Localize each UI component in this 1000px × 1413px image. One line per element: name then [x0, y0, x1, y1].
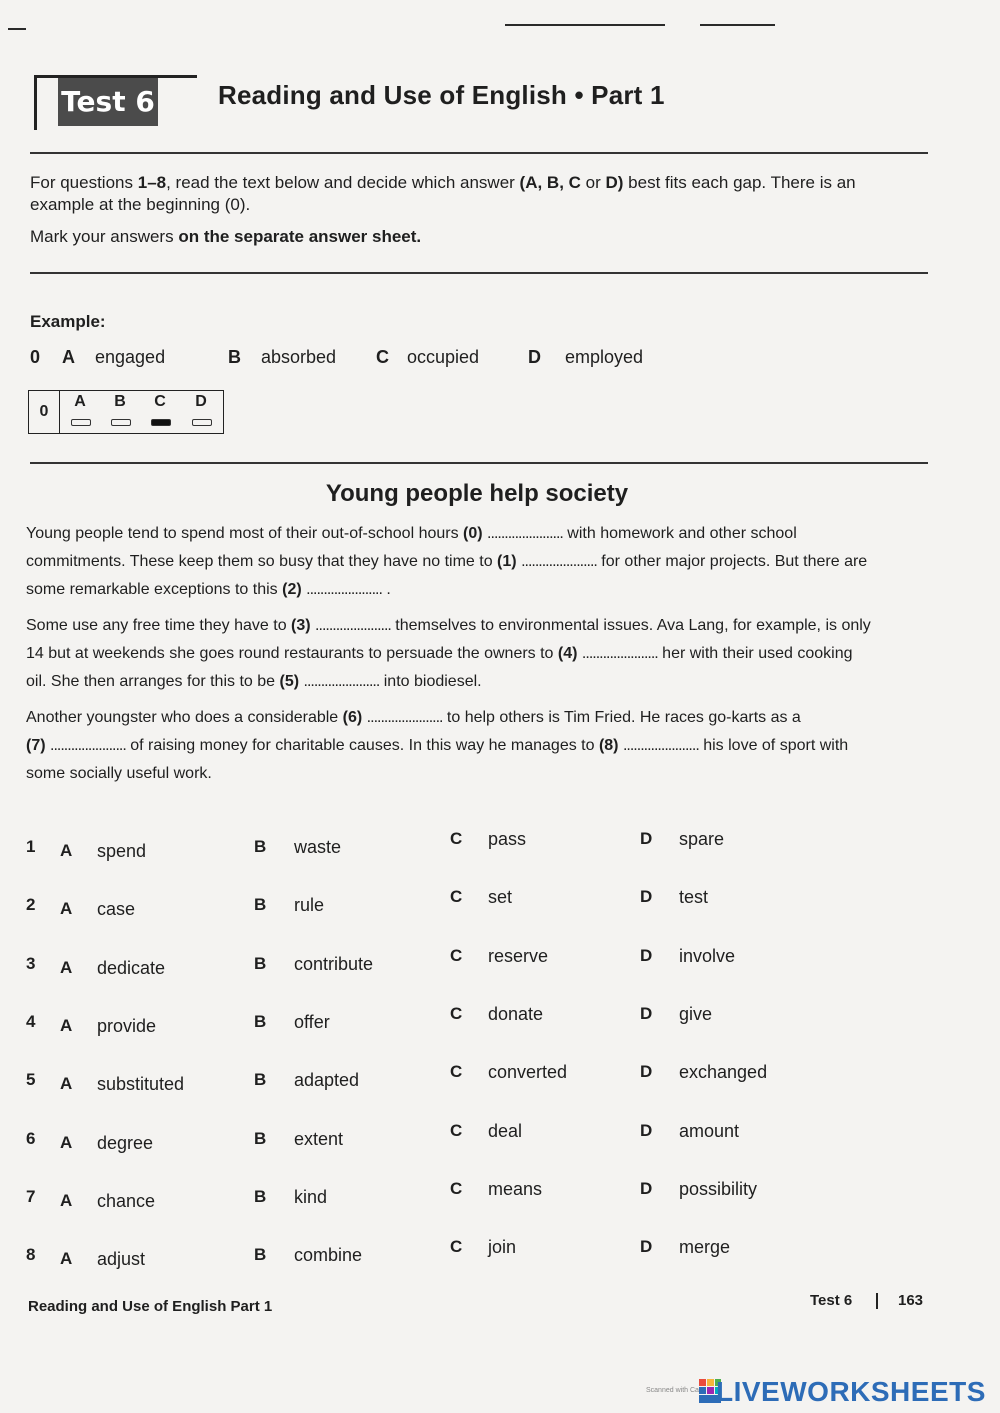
option-d-q5: exchanged	[679, 1062, 768, 1082]
story-paragraph-2: Some use any free time they have to (3) ...................... themselves to environmental issues. Ava Lang, for example, is only 14 but at weekends she goes round restaurants to persuade the owners to (4) ...................... her with their used cooking oil. She then arranges for this to be (5) ...................... into biodiesel.	[26, 617, 871, 690]
option-letter-d: D	[640, 1121, 653, 1140]
footer-separator	[876, 1293, 878, 1309]
question-number: 2	[26, 895, 36, 914]
option-letter-b: B	[254, 954, 267, 973]
option-c-q1: pass	[488, 829, 527, 849]
grid-mark-d	[192, 419, 212, 426]
option-letter-c: C	[450, 1121, 463, 1140]
option-letter-c: C	[450, 1062, 463, 1081]
grid-number: 0	[29, 391, 60, 433]
example-answer-grid	[28, 390, 224, 434]
option-letter-c: C	[450, 887, 463, 906]
example-option-d: D employed	[528, 347, 644, 367]
option-letter-a: A	[60, 1016, 73, 1035]
option-letter-c: C	[450, 1179, 463, 1198]
divider	[30, 152, 928, 154]
option-b-q5: adapted	[294, 1070, 360, 1090]
option-letter-a: A	[60, 841, 73, 860]
grid-letter-a: A	[74, 393, 86, 410]
option-letter-a: A	[60, 1074, 73, 1093]
footer-section-title: Reading and Use of English Part 1	[28, 1298, 273, 1315]
option-c-q6: deal	[488, 1121, 523, 1141]
example-option-c: C occupied	[376, 347, 480, 367]
option-d-q2: test	[679, 887, 709, 907]
option-b-q2: rule	[294, 895, 325, 915]
instructions: For questions 1–8, read the text below and decide which answer (A, B, C or D) best fits each gap. There is an example at the beginning (0).	[30, 173, 856, 214]
option-letter-c: C	[450, 829, 463, 848]
option-letter-a: A	[60, 1191, 73, 1210]
question-number: 7	[26, 1187, 36, 1206]
option-b-q7: kind	[294, 1187, 328, 1207]
option-a-q5: substituted	[97, 1074, 185, 1094]
option-letter-d: D	[640, 887, 653, 906]
divider	[30, 272, 928, 274]
option-c-q2: set	[488, 887, 513, 907]
story-paragraph-3: Another youngster who does a considerable (6) ...................... to help others is Tim Fried. He races go-karts as a (7) ...................... of raising money for charitable causes. In this way he manages to (8) ...................... his love of sport with some socially useful work.	[26, 709, 849, 782]
option-a-q2: case	[97, 899, 136, 919]
option-letter-a: A	[60, 1249, 73, 1268]
option-a-q3: dedicate	[97, 958, 166, 978]
option-b-q8: combine	[294, 1245, 363, 1265]
option-letter-d: D	[640, 1004, 653, 1023]
option-c-q3: reserve	[488, 946, 549, 966]
question-number: 4	[26, 1012, 36, 1031]
option-c-q7: means	[488, 1179, 543, 1199]
option-d-q3: involve	[679, 946, 736, 966]
option-letter-c: C	[450, 1237, 463, 1256]
grid-mark-c-selected	[151, 419, 171, 426]
option-b-q4: offer	[294, 1012, 330, 1032]
grid-mark-a	[71, 419, 91, 426]
option-d-q4: give	[679, 1004, 713, 1024]
question-number: 8	[26, 1245, 36, 1264]
question-number: 1	[26, 837, 36, 856]
question-number: 3	[26, 954, 36, 973]
divider	[30, 462, 928, 464]
scan-edge-line	[700, 24, 775, 26]
grid-letter-c: C	[154, 393, 166, 410]
option-c-q4: donate	[488, 1004, 544, 1024]
option-c-q5: converted	[488, 1062, 568, 1082]
option-d-q1: spare	[679, 829, 725, 849]
scan-edge-line	[8, 28, 26, 30]
page-number: 163	[898, 1292, 924, 1309]
grid-mark-b	[111, 419, 131, 426]
test-label-badge: Test 6	[58, 78, 158, 126]
story-title: Young people help society	[325, 480, 629, 507]
liveworksheets-brand: LIVEWORKSHEETS	[716, 1376, 986, 1407]
footer-test-label: Test 6	[810, 1292, 853, 1309]
option-letter-a: A	[60, 1133, 73, 1152]
option-a-q4: provide	[97, 1016, 157, 1036]
question-number: 6	[26, 1129, 36, 1148]
option-a-q1: spend	[97, 841, 147, 861]
option-d-q8: merge	[679, 1237, 731, 1257]
option-d-q6: amount	[679, 1121, 740, 1141]
option-letter-b: B	[254, 837, 267, 856]
option-a-q8: adjust	[97, 1249, 146, 1269]
option-letter-c: C	[450, 946, 463, 965]
option-a-q7: chance	[97, 1191, 156, 1211]
option-c-q8: join	[488, 1237, 517, 1257]
grid-letter-b: B	[114, 393, 126, 410]
example-option-b: B absorbed	[228, 347, 337, 367]
option-b-q6: extent	[294, 1129, 344, 1149]
option-letter-b: B	[254, 1012, 267, 1031]
option-letter-d: D	[640, 829, 653, 848]
question-number: 5	[26, 1070, 36, 1089]
option-letter-d: D	[640, 1179, 653, 1198]
example-option-a: A engaged	[62, 347, 166, 367]
option-b-q3: contribute	[294, 954, 374, 974]
option-letter-a: A	[60, 899, 73, 918]
option-letter-d: D	[640, 1062, 653, 1081]
instructions-answer-sheet: Mark your answers on the separate answer sheet.	[30, 227, 422, 246]
option-letter-b: B	[254, 1129, 267, 1148]
option-letter-b: B	[254, 1187, 267, 1206]
option-b-q1: waste	[294, 837, 342, 857]
scanned-with-text: Scanned with Ca	[646, 1387, 699, 1394]
option-a-q6: degree	[97, 1133, 154, 1153]
option-letter-d: D	[640, 1237, 653, 1256]
option-d-q7: possibility	[679, 1179, 758, 1199]
scan-edge-line	[505, 24, 665, 26]
page-title: Reading and Use of English • Part 1	[218, 80, 665, 110]
option-letter-b: B	[254, 1070, 267, 1089]
example-label: Example:	[30, 312, 106, 331]
example-number: 0	[30, 347, 41, 367]
story-paragraph-1: Young people tend to spend most of their out-of-school hours (0) ...................... with homework and other school commitments. These keep them so busy that they have no time to (1) ...................... for other major projects. But there are some remarkable exceptions to this (2) ...................... .	[26, 525, 868, 598]
option-letter-a: A	[60, 958, 73, 977]
grid-letter-d: D	[195, 393, 207, 410]
option-letter-b: B	[254, 895, 267, 914]
option-letter-c: C	[450, 1004, 463, 1023]
option-letter-b: B	[254, 1245, 267, 1264]
option-letter-d: D	[640, 946, 653, 965]
